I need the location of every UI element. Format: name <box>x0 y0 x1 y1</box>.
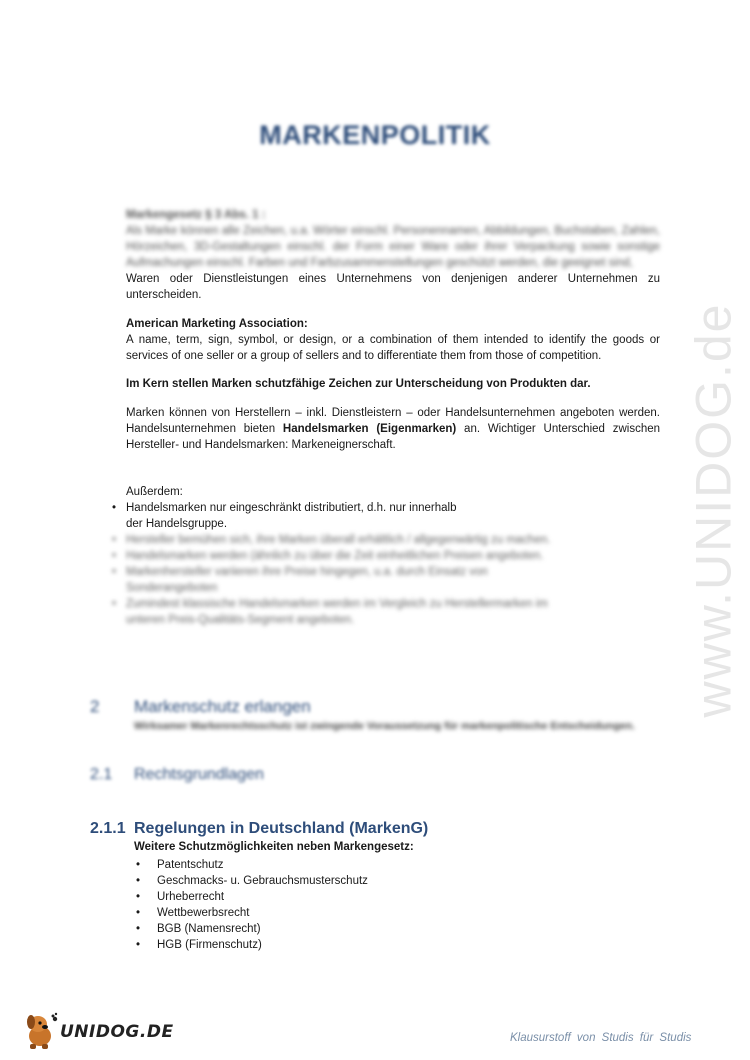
ausserdem-label: Außerdem: <box>126 486 183 498</box>
list-item: • Handelsmarken werden (ähnlich zu über die Zeit einheitlichen Preisen angeboten. <box>108 548 578 564</box>
kern-statement: Im Kern stellen Marken schutzfähige Zeichen zur Unterscheidung von Produkten dar. <box>126 378 591 390</box>
definition-blurred-text: Als Marke können alle Zeichen, u.a. Wörter einschl. Personennamen, Abbildungen, Buchstaben, Zahlen, Hörzeichen, 3D-Gestaltungen einschl. der Form einer Ware oder ihrer Verpackung sowie sonstige Aufmachungen einschl. Farben und Farbzusammenstellungen geschützt werden, die geeignet sind, <box>126 225 660 269</box>
unidog-logo <box>22 1010 182 1050</box>
list-item: • Zumindest klassische Handelsmarken werden im Vergleich zu Herstellermarken im unteren Preis-Qualitäts-Segment angeboten. <box>108 596 566 628</box>
list-item: • Urheberrecht <box>134 889 368 905</box>
hm-bold: Handelsmarken (Eigenmarken) <box>282 423 457 435</box>
section-2-heading <box>90 697 311 717</box>
watermark-text: www.UNIDOG.de <box>685 302 741 718</box>
list-item: • BGB (Namensrecht) <box>134 921 368 937</box>
definition-heading: Markengesetz § 3 Abs. 1 : <box>126 209 266 221</box>
definition-visible-text: Waren oder Dienstleistungen eines Unternehmens von denjenigen anderer Unternehmen zu unterscheiden. <box>126 273 660 301</box>
section-title: Regelungen in Deutschland (MarkenG) <box>134 820 429 837</box>
logo-text: UNIDOG.DE <box>60 1022 174 1042</box>
list-item: • Patentschutz <box>134 857 368 873</box>
section-title: Markenschutz erlangen <box>134 697 311 716</box>
watermark <box>683 280 743 740</box>
list-item: • Hersteller bemühen sich, ihre Marken überall erhältlich / allgegenwärtig zu machen. <box>108 532 578 548</box>
ama-text: A name, term, sign, symbol, or design, or a combination of them intended to identify the goods or services of one seller or a group of sellers and to differentiate them from those of competition. <box>126 334 660 362</box>
section-2-1-1-subtitle: Weitere Schutzmöglichkeiten neben Markengesetz: <box>134 841 414 853</box>
ama-block <box>126 316 660 364</box>
list-item: • Wettbewerbsrecht <box>134 905 368 921</box>
schutz-list <box>134 857 368 953</box>
ausserdem-list <box>108 500 578 628</box>
definition-blurred <box>126 207 660 271</box>
list-item: • HGB (Firmenschutz) <box>134 937 368 953</box>
ama-heading: American Marketing Association: <box>126 318 308 330</box>
list-item: • Markenhersteller variieren ihre Preise hingegen, u.a. durch Einsatz von Sonderangeboten <box>108 564 578 596</box>
section-2-1-heading <box>90 766 264 784</box>
section-number: 2.1 <box>90 766 113 783</box>
hm-text-after: an. Wichtiger Unterschied zwischen Hersteller- und Handelsmarken: Markeneignerschaft. <box>126 423 661 451</box>
list-item: • Geschmacks- u. Gebrauchsmusterschutz <box>134 873 368 889</box>
definition-block <box>126 207 660 303</box>
section-title: Rechtsgrundlagen <box>134 766 264 783</box>
section-number: 2 <box>90 697 100 716</box>
page-title: MARKENPOLITIK <box>259 120 491 150</box>
section-number: 2.1.1 <box>90 820 126 837</box>
list-item: • Handelsmarken nur eingeschränkt distributiert, d.h. nur innerhalb der Handelsgruppe. <box>108 500 476 532</box>
dog-icon <box>22 1010 58 1050</box>
hm-text-before: Marken können von Herstellern – inkl. Dienstleistern – oder Handelsunternehmen angeboten werden. Handelsunternehmen bieten <box>126 407 660 435</box>
footer-tagline: Klausurstoff von Studis für Studis <box>510 1032 692 1044</box>
section-2-1-1-heading <box>90 820 428 838</box>
section-2-subtitle: Wirksamer Markenrechtsschutz ist zwingende Voraussetzung für markenpolitische Entscheidungen. <box>134 720 635 732</box>
handelsmarken-paragraph <box>126 405 660 453</box>
